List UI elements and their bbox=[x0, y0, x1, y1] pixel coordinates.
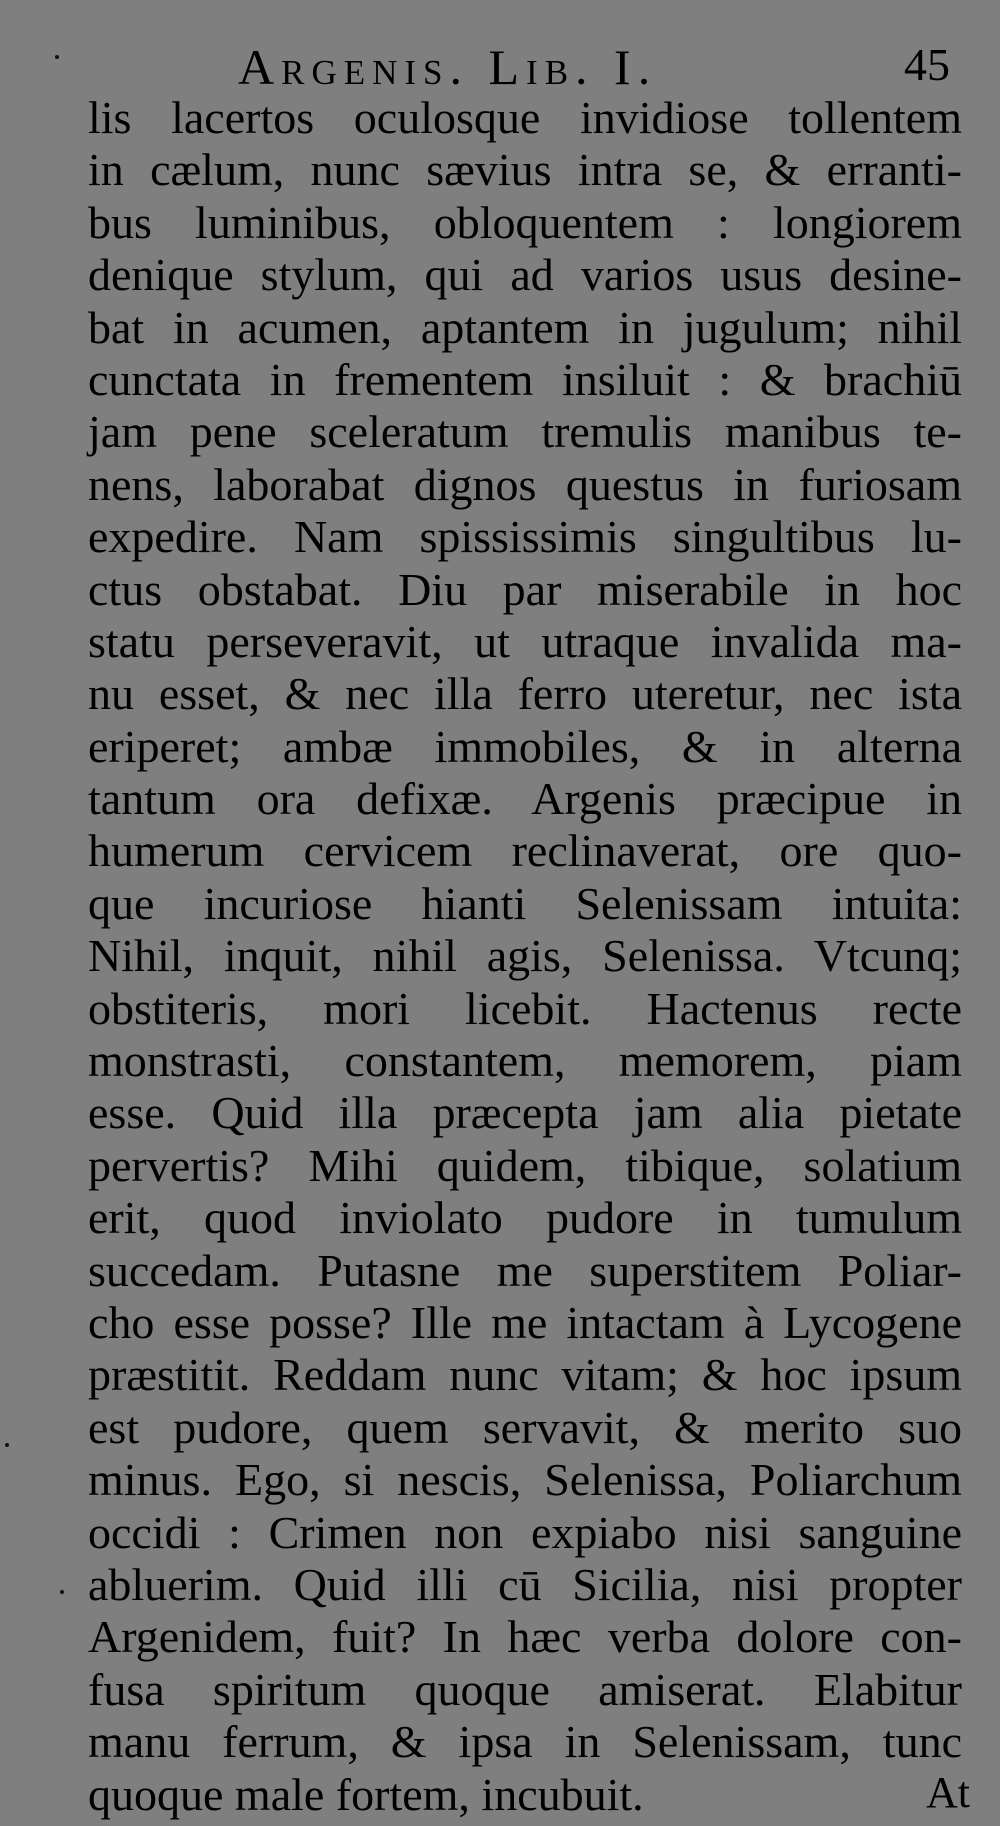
text-line: manu ferrum, & ipsa in Selenissam, tunc bbox=[88, 1716, 962, 1768]
text-line: expedire. Nam spississimis singultibus lu- bbox=[88, 511, 962, 563]
text-line: que incuriose hianti Selenissam intuita: bbox=[88, 877, 962, 929]
page-number: 45 bbox=[904, 39, 950, 90]
text-line: in cælum, nunc sævius intra se, & erranti- bbox=[88, 144, 962, 196]
text-line: pervertis? Mihi quidem, tibique, solatium bbox=[88, 1139, 962, 1191]
text-line: tantum ora defixæ. Argenis præcipue in bbox=[88, 773, 962, 825]
ink-speck bbox=[5, 1443, 9, 1447]
text-line: Argenidem, fuit? In hæc verba dolore con- bbox=[88, 1611, 962, 1663]
text-line: lis lacertos oculosque invidiose tollentem bbox=[88, 92, 962, 143]
running-head: Argenis. Lib. I. bbox=[238, 39, 658, 95]
text-line: humerum cervicem reclinaverat, ore quo- bbox=[88, 825, 962, 877]
text-line: cunctata in frementem insiluit : & brachiū bbox=[88, 353, 962, 405]
text-line: obstiteris, mori licebit. Hactenus recte bbox=[88, 982, 962, 1034]
text-line: esse. Quid illa præcepta jam alia pietate bbox=[88, 1087, 962, 1139]
catchword: At bbox=[926, 1768, 970, 1817]
text-line: cho esse posse? Ille me intactam à Lycogene bbox=[88, 1296, 962, 1348]
text-line: est pudore, quem servavit, & merito suo bbox=[88, 1401, 962, 1453]
ink-speck bbox=[55, 55, 59, 59]
text-line: occidi : Crimen non expiabo nisi sanguine bbox=[88, 1506, 962, 1558]
text-line: præstitit. Reddam nunc vitam; & hoc ipsum bbox=[88, 1349, 962, 1401]
text-line: bus luminibus, obloquentem : longiorem bbox=[88, 196, 962, 248]
text-line: minus. Ego, si nescis, Selenissa, Poliarchum bbox=[88, 1454, 962, 1506]
text-line: quoque male fortem, incubuit. bbox=[88, 1768, 644, 1820]
text-line: Nihil, inquit, nihil agis, Selenissa. Vtcunq; bbox=[88, 930, 962, 982]
text-line: erit, quod inviolato pudore in tumulum bbox=[88, 1192, 962, 1244]
text-line: jam pene sceleratum tremulis manibus te- bbox=[88, 406, 962, 458]
text-line: statu perseveravit, ut utraque invalida ma- bbox=[88, 615, 962, 667]
text-line: eriperet; ambæ immobiles, & in alterna bbox=[88, 720, 962, 772]
text-line: bat in acumen, aptantem in jugulum; nihil bbox=[88, 301, 962, 353]
text-line: denique stylum, qui ad varios usus desine- bbox=[88, 249, 962, 301]
text-line: ctus obstabat. Diu par miserabile in hoc bbox=[88, 563, 962, 615]
text-line: abluerim. Quid illi cū Sicilia, nisi propter bbox=[88, 1558, 962, 1610]
text-line: succedam. Putasne me superstitem Poliar- bbox=[88, 1244, 962, 1296]
page-header bbox=[230, 38, 950, 98]
text-line: nu esset, & nec illa ferro uteretur, nec ista bbox=[88, 668, 962, 720]
text-line: nens, laborabat dignos questus in furiosam bbox=[88, 458, 962, 510]
body-text bbox=[88, 92, 962, 1821]
text-line: fusa spiritum quoque amiserat. Elabitur bbox=[88, 1663, 962, 1715]
ink-speck bbox=[60, 1590, 64, 1594]
text-line: monstrasti, constantem, memorem, piam bbox=[88, 1035, 962, 1087]
